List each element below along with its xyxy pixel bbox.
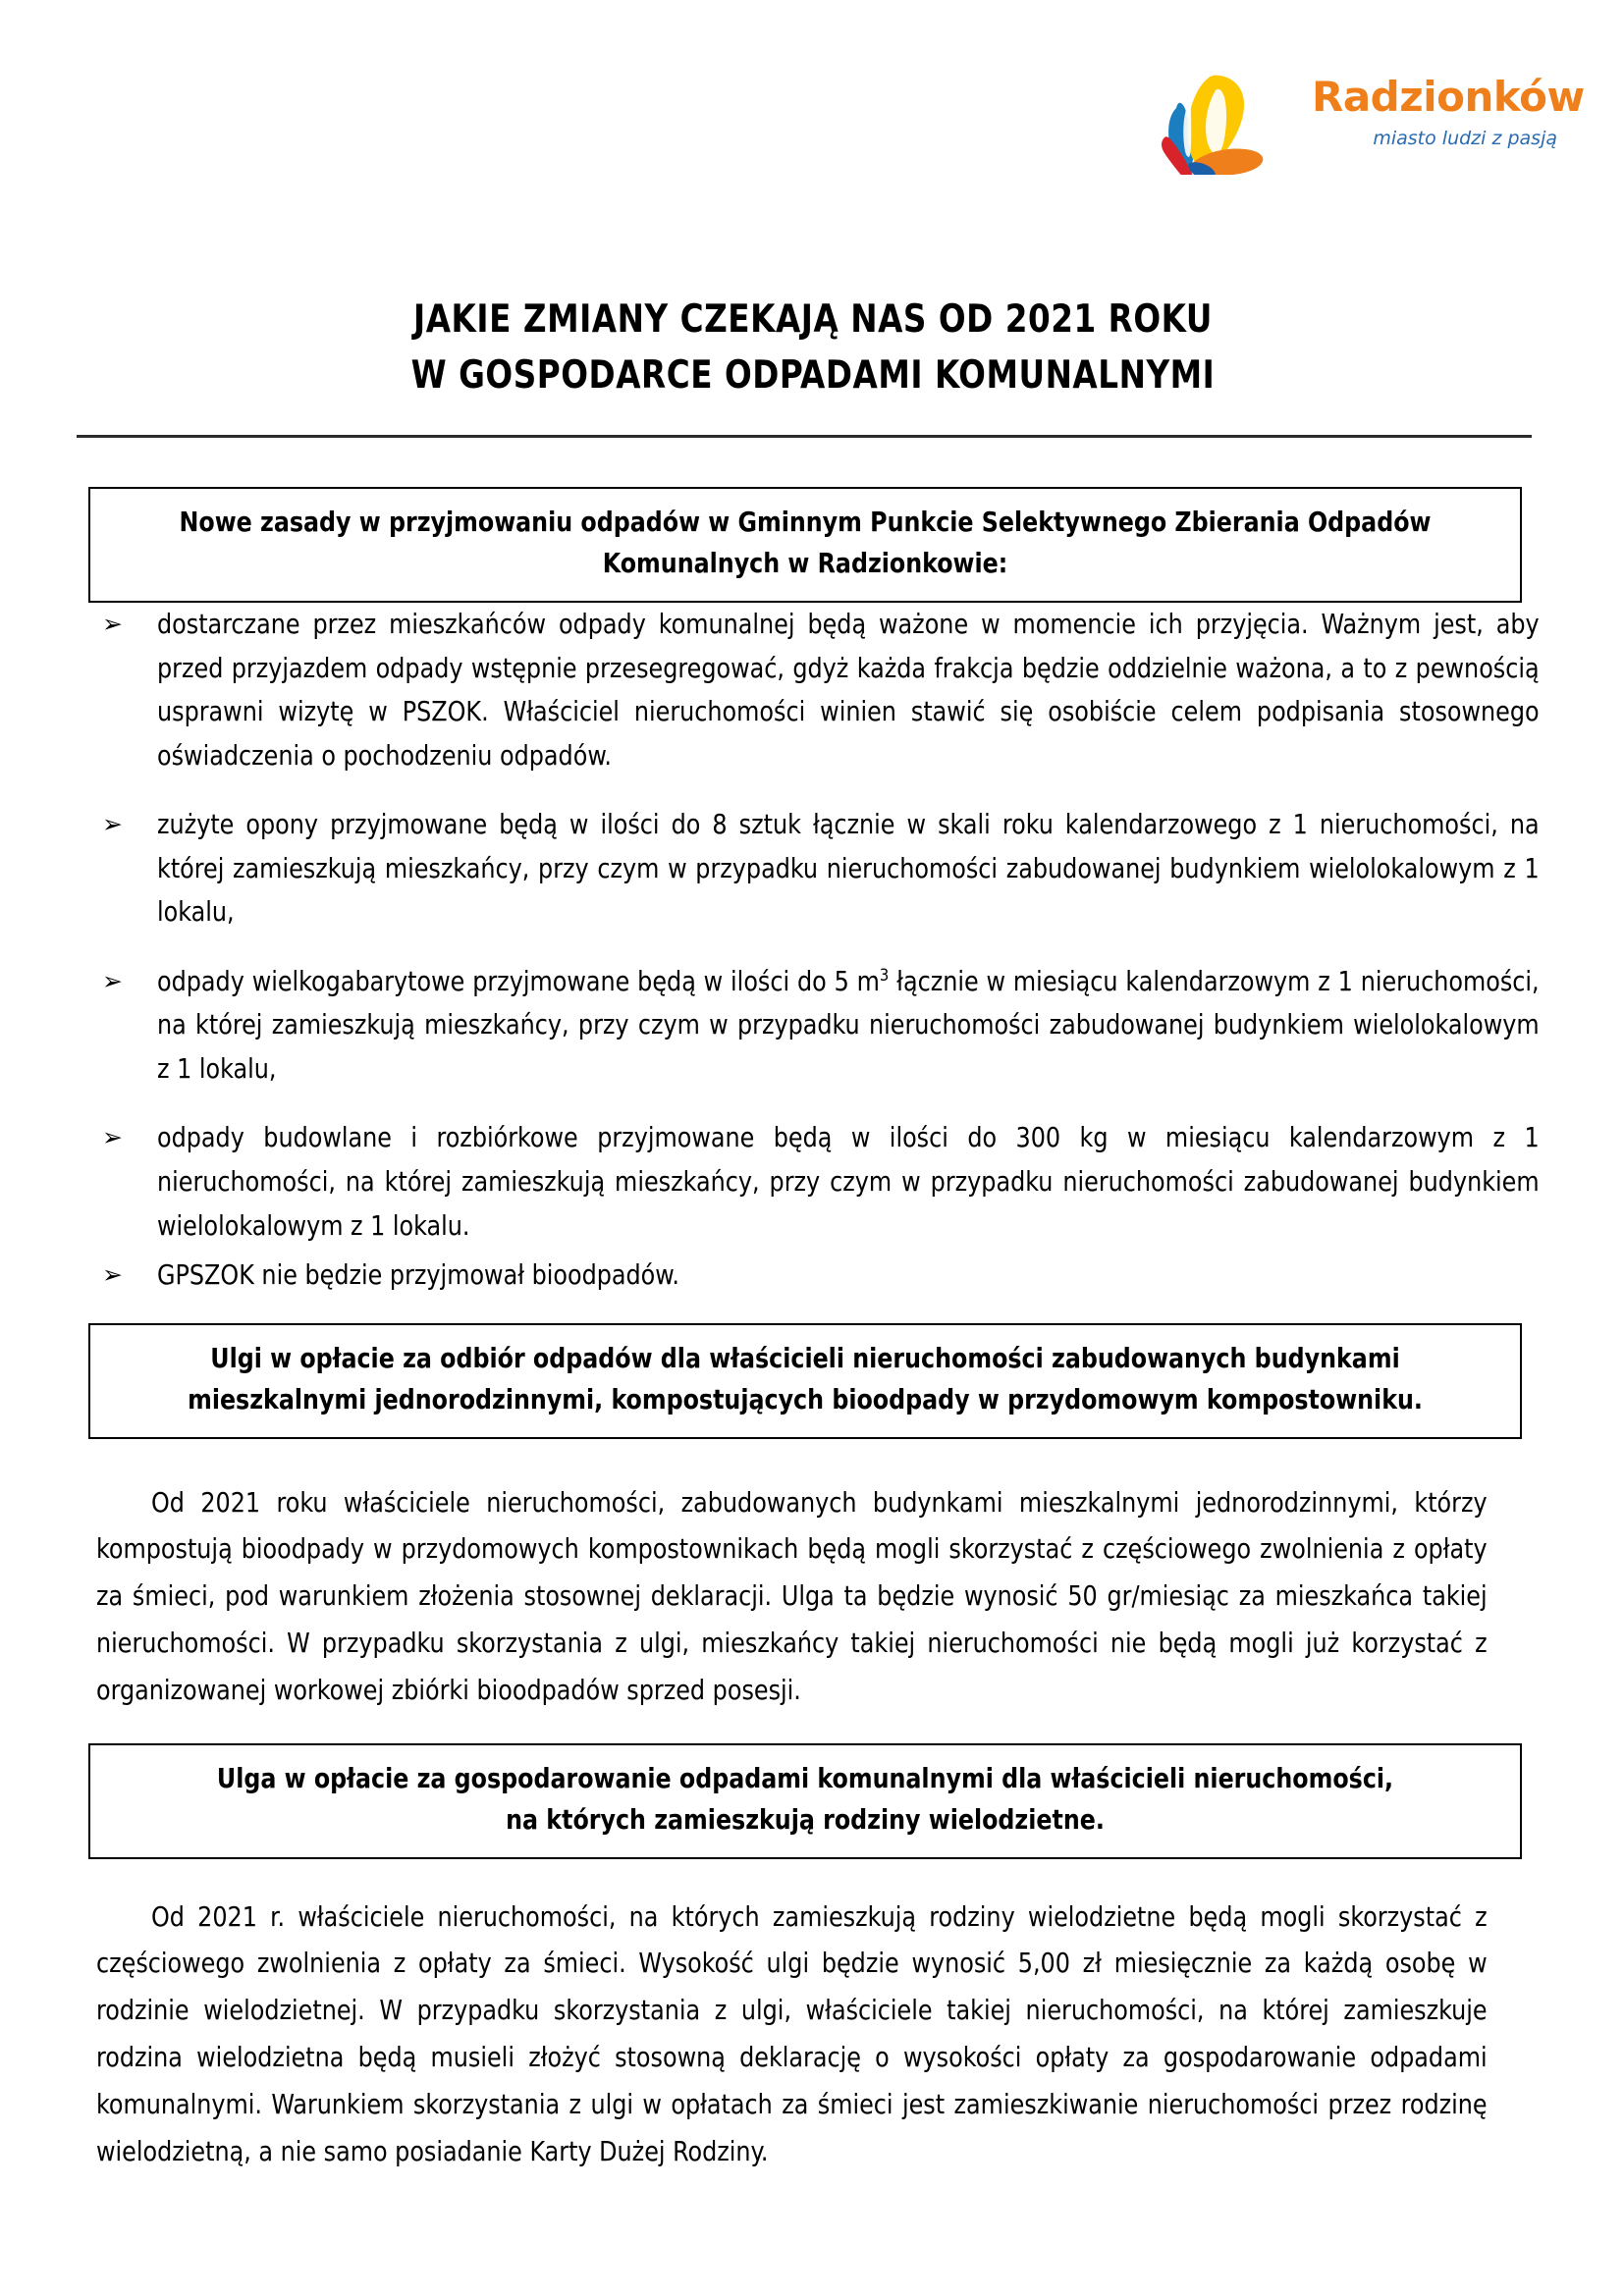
list-item bbox=[96, 603, 1540, 777]
page-title-line-2: W GOSPODARCE ODPADAMI KOMUNALNYMI bbox=[410, 352, 1216, 398]
list-item-text-zuzyte-opony: zużyte opony przyjmowane będą w ilości do 8 sztuk łącznie w skali roku kalendarzowego z 1 nieruchomości, na której zamieszkują mieszkańcy, przy czym w przypadku nieruchomości zabudowanej budynkiem wielolokalowym z 1 lokalu, bbox=[157, 809, 1540, 929]
list-item-text-wazenie-odpadow: dostarczane przez mieszkańców odpady komunalnej będą ważone w momencie ich przyjęcia. Ważnym jest, aby przed przyjazdem odpady wstępnie przesegregować, gdyż każda frakcja będzie oddzielnie ważona, a to z pewnością usprawni wizytę w PSZOK. Właściciel nieruchomości winien stawić się osobiście celem podpisania stosownego oświadczenia o pochodzeniu odpadów. bbox=[157, 609, 1540, 772]
radzionkow-logo bbox=[1147, 57, 1585, 185]
arrow-bullet-icon: ➢ bbox=[102, 1123, 123, 1152]
callout-wielodzietne-line-1: Ulga w opłacie za gospodarowanie odpadami komunalnymi dla właścicieli nieruchomości, bbox=[216, 1763, 1394, 1794]
paragraph-kompostownik: Od 2021 roku właściciele nieruchomości, zabudowanych budynkami mieszkalnymi jednorodzinnymi, którzy kompostują bioodpady w przydomowych kompostownikach będą mogli skorzystać z częściowego zwolnienia z opłaty za śmieci, pod warunkiem złożenia stosownej deklaracji. Ulga ta będzie wynosić 50 gr/miesiąc za mieszkańca takiej nieruchomości. W przypadku skorzystania z ulgi, mieszkańcy takiej nieruchomości nie będą mogli już korzystać z organizowanej workowej zbiórki bioodpadów sprzed posesji. bbox=[96, 1486, 1488, 1706]
list-item bbox=[96, 960, 1540, 1092]
callout-kompostownik-discount bbox=[88, 1323, 1522, 1439]
cubic-metre-superscript: 3 bbox=[879, 965, 890, 986]
logo-tagline: miasto ludzi z pasją bbox=[1373, 128, 1557, 149]
butterfly-logo-icon bbox=[1147, 57, 1304, 175]
wielkogabarytowe-text-after: łącznie w miesiącu kalendarzowym z 1 nieruchomości, na której zamieszkują mieszkańcy, przy czym w przypadku nieruchomości zabudowanej budynkiem wielolokalowym z 1 lokalu, bbox=[157, 965, 1540, 1085]
callout-pszok-rules bbox=[88, 487, 1522, 603]
list-item bbox=[96, 803, 1540, 934]
arrow-bullet-icon: ➢ bbox=[102, 966, 123, 995]
pszok-rules-list bbox=[96, 603, 1540, 1298]
arrow-bullet-icon: ➢ bbox=[102, 610, 123, 638]
callout-pszok-line-1: Nowe zasady w przyjmowaniu odpadów w Gminnym Punkcie Selektywnego Zbierania Odpadów bbox=[179, 507, 1432, 538]
callout-pszok-line-2: Komunalnych w Radzionkowie: bbox=[602, 547, 1008, 579]
arrow-bullet-icon: ➢ bbox=[102, 1260, 123, 1290]
header-divider bbox=[77, 435, 1532, 438]
list-item-text-bioodpady-gpszok: GPSZOK nie będzie przyjmował bioodpadów. bbox=[157, 1259, 679, 1292]
callout-kompostownik-line-1: Ulgi w opłacie za odbiór odpadów dla właścicieli nieruchomości zabudowanych budynkami bbox=[210, 1343, 1400, 1374]
wielkogabarytowe-text-before: odpady wielkogabarytowe przyjmowane będą w ilości do 5 m bbox=[157, 965, 880, 997]
callout-wielodzietne-line-2: na których zamieszkują rodziny wielodzietne. bbox=[506, 1803, 1105, 1836]
list-item bbox=[96, 1116, 1540, 1248]
list-item bbox=[96, 1254, 1540, 1298]
callout-wielodzietne-discount bbox=[88, 1743, 1522, 1859]
paragraph-wielodzietne: Od 2021 r. właściciele nieruchomości, na których zamieszkują rodziny wielodzietne będą mogli skorzystać z częściowego zwolnienia z opłaty za śmieci. Wysokość ulgi będzie wynosić 5,00 zł miesięcznie za każdą osobę w rodzinie wielodzietnej. W przypadku skorzystania z ulgi, właściciele takiej nieruchomości, na której zamieszkuje rodzina wielodzietna będą musieli złożyć stosowną deklarację o wysokości opłaty za gospodarowanie odpadami komunalnymi. Warunkiem skorzystania z ulgi w opłatach za śmieci jest zamieszkiwanie nieruchomości przez rodzinę wielodzietną, a nie samo posiadanie Karty Dużej Rodziny. bbox=[96, 1900, 1488, 2167]
page-title-line-1: JAKIE ZMIANY CZEKAJĄ NAS OD 2021 ROKU bbox=[413, 297, 1213, 343]
arrow-bullet-icon: ➢ bbox=[102, 810, 123, 839]
logo-wordmark bbox=[1312, 73, 1585, 149]
callout-kompostownik-line-2: mieszkalnymi jednorodzinnymi, kompostujących bioodpady w przydomowym kompostowniku. bbox=[188, 1383, 1423, 1415]
list-item-text-odpady-budowlane: odpady budowlane i rozbiórkowe przyjmowane będą w ilości do 300 kg w miesiącu kalendarzowym z 1 nieruchomości, na której zamieszkują mieszkańcy, przy czym w przypadku nieruchomości zabudowanej budynkiem wielolokalowym z 1 lokalu. bbox=[157, 1122, 1540, 1242]
page-title bbox=[129, 293, 1498, 403]
logo-city-name: Radzionków bbox=[1312, 73, 1585, 121]
list-item-text-odpady-wielkogabarytowe bbox=[157, 960, 1540, 1092]
